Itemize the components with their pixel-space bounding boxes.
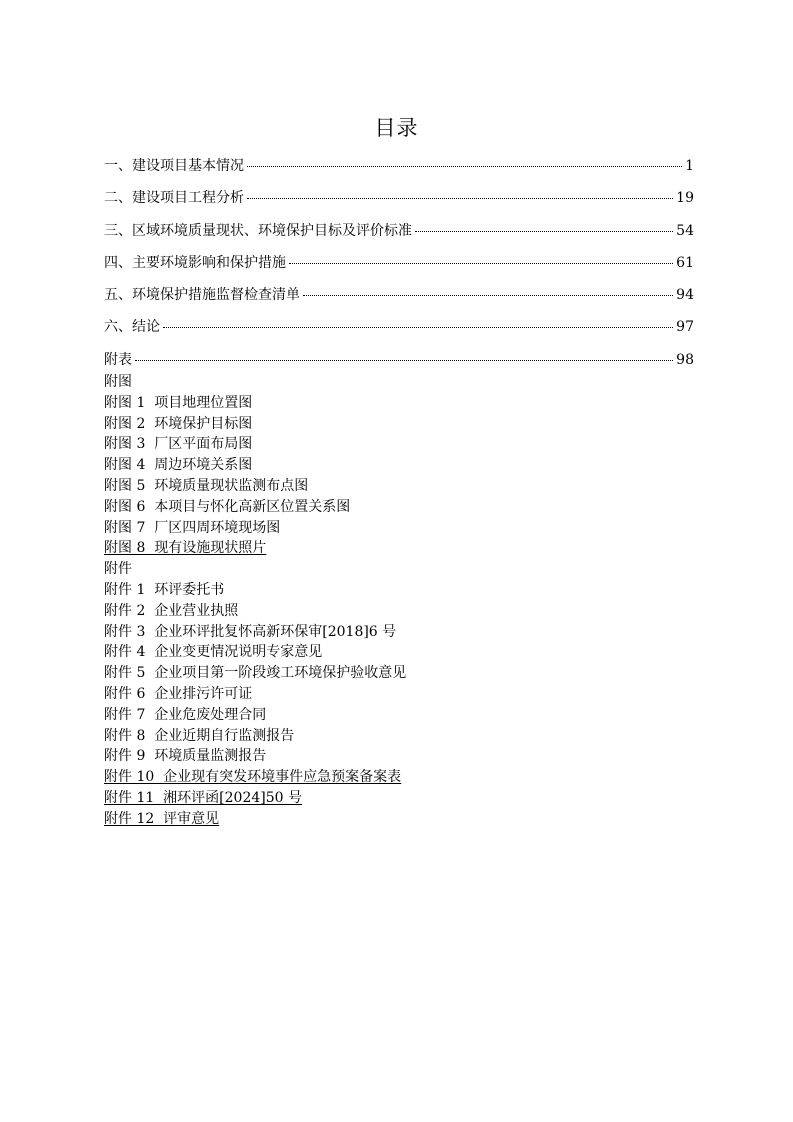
toc-entry-label: 六、结论 xyxy=(104,319,160,336)
attachment-item[interactable] xyxy=(104,767,664,788)
toc-entry[interactable] xyxy=(104,220,694,252)
figures-heading: 附图 xyxy=(104,374,132,390)
attachment-item-text: 附件 9 环境质量监测报告 xyxy=(104,748,267,765)
attachment-item xyxy=(104,580,664,601)
attachment-item xyxy=(104,726,664,747)
figure-item-text: 附图 8 现有设施现状照片 xyxy=(104,540,267,557)
toc-entry-page-number: 19 xyxy=(676,190,694,207)
figure-item-text: 附图 1 项目地理位置图 xyxy=(104,394,253,411)
toc-entry[interactable] xyxy=(104,155,694,187)
figure-item-text: 附图 7 厂区四周环境现场图 xyxy=(104,519,281,536)
attachment-item-text: 附件 12 评审意见 xyxy=(104,810,220,827)
attachments-heading: 附件 xyxy=(104,561,132,578)
attachment-item xyxy=(104,746,664,767)
appendix-list xyxy=(104,372,664,830)
attachments-list xyxy=(104,580,664,830)
attachment-item-text: 附件 6 企业排污许可证 xyxy=(104,685,253,702)
page-title: 目录 xyxy=(374,116,419,140)
figures-list xyxy=(104,393,664,559)
toc-dot-leader xyxy=(163,327,673,328)
attachment-item xyxy=(104,642,664,663)
attachment-item-text: 附件 8 企业近期自行监测报告 xyxy=(104,727,295,744)
toc-entry[interactable] xyxy=(104,187,694,219)
toc-dot-leader xyxy=(135,360,673,361)
figure-item xyxy=(104,393,664,414)
attachment-item-text: 附件 11 湘环评函[2024]50 号 xyxy=(104,789,302,806)
figure-item-text: 附图 2 环境保护目标图 xyxy=(104,415,253,432)
attachment-item-text: 附件 2 企业营业执照 xyxy=(104,602,239,619)
toc-entry-page-number: 98 xyxy=(676,351,694,368)
figure-item xyxy=(104,476,664,497)
figure-item-text: 附图 3 厂区平面布局图 xyxy=(104,436,253,453)
figure-item xyxy=(104,518,664,539)
figure-item xyxy=(104,434,664,455)
toc-entry[interactable] xyxy=(104,316,694,348)
toc-entry-label: 四、主要环境影响和保护措施 xyxy=(104,254,286,271)
figure-item-text: 附图 5 环境质量现状监测布点图 xyxy=(104,477,309,494)
toc-dot-leader xyxy=(303,295,673,296)
toc-entry-label: 附表 xyxy=(104,351,132,368)
attachment-item xyxy=(104,601,664,622)
attachment-item[interactable] xyxy=(104,788,664,809)
toc-entry-label: 二、建设项目工程分析 xyxy=(104,190,244,207)
attachment-item xyxy=(104,684,664,705)
toc-dot-leader xyxy=(247,198,673,199)
toc-entry-page-number: 94 xyxy=(676,287,694,304)
toc-entry-page-number: 54 xyxy=(676,222,694,239)
toc-dot-leader xyxy=(415,231,673,232)
figure-item-text: 附图 6 本项目与怀化高新区位置关系图 xyxy=(104,498,351,515)
attachment-item-text: 附件 4 企业变更情况说明专家意见 xyxy=(104,644,323,661)
toc-entry[interactable] xyxy=(104,284,694,316)
attachment-item[interactable] xyxy=(104,809,664,830)
figure-item-text: 附图 4 周边环境关系图 xyxy=(104,457,253,474)
figure-item xyxy=(104,414,664,435)
toc-entry-page-number: 61 xyxy=(676,254,694,271)
table-of-contents xyxy=(104,155,694,381)
toc-dot-leader xyxy=(247,166,682,167)
figure-item xyxy=(104,455,664,476)
toc-entry-page-number: 1 xyxy=(685,158,694,174)
toc-dot-leader xyxy=(289,263,673,264)
attachment-item-text: 附件 7 企业危废处理合同 xyxy=(104,706,267,723)
figure-item[interactable] xyxy=(104,538,664,559)
attachment-item-text: 附件 10 企业现有突发环境事件应急预案备案表 xyxy=(104,769,402,786)
figure-item xyxy=(104,497,664,518)
attachment-item xyxy=(104,663,664,684)
attachment-item xyxy=(104,705,664,726)
toc-entry[interactable] xyxy=(104,252,694,284)
toc-entry-label: 五、环境保护措施监督检查清单 xyxy=(104,287,300,304)
attachment-item-text: 附件 1 环评委托书 xyxy=(104,581,225,598)
toc-entry-label: 一、建设项目基本情况 xyxy=(104,158,244,174)
toc-entry-page-number: 97 xyxy=(676,319,694,336)
toc-entry-label: 三、区域环境质量现状、环境保护目标及评价标准 xyxy=(104,222,412,239)
attachment-item xyxy=(104,622,664,643)
attachment-item-text: 附件 3 企业环评批复怀高新环保审[2018]6 号 xyxy=(104,623,397,640)
attachment-item-text: 附件 5 企业项目第一阶段竣工环境保护验收意见 xyxy=(104,665,407,682)
